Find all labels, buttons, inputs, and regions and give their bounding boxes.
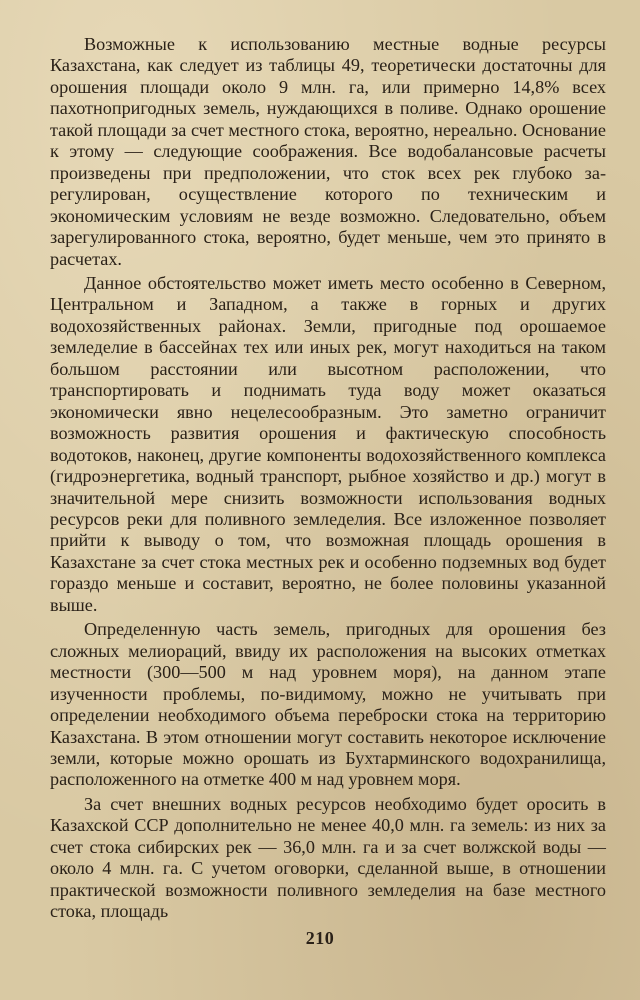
- paragraph-4: За счет внешних водных ресурсов необходимо будет оросить в Казахской ССР дополнительно не менее 40,0 млн. га земель: из них за счет стока сибирских рек — 36,0 млн. га и за счет волжской воды — около 4 млн. га. С учетом оговорки, сделанной выше, в отношении практической возможности поливного земледелия на базе местного стока, площадь: [50, 793, 606, 922]
- body-text: [50, 34, 606, 923]
- paragraph-3: Определенную часть земель, пригодных для орошения без сложных мелиораций, ввиду их расположения на высоких отметках местности (300—500 м над уровнем моря), на данном этапе изученности проблемы, по-видимому, можно не учитывать при определении необходимого объема переброски стока на территорию Казахстана. В этом отношении могут составить некоторое исключение земли, которые можно орошать из Бухтарминского водохранилища, расположенного на отметке 400 м над уровнем моря.: [50, 619, 606, 790]
- paragraph-2: Данное обстоятельство может иметь место особенно в Северном, Центральном и Западном, а также в горных и других водохозяйственных районах. Земли, пригодные под орошаемое земледелие в бассейнах тех или иных рек, могут находиться на таком большом расстоянии или высотном расположении, что транспортировать и поднимать туда воду может оказаться экономически явно нецелесообразным. Это заметно ограничит возможность развития орошения и фактическую способность водотоков, наконец, другие компоненты водохозяйственного комплекса (гидроэнергетика, водный транспорт, рыбное хозяйство и др.) могут в значительной мере снизить возможности использования водных ресурсов реки для поливного земледелия. Все изложенное позволяет прийти к выводу о том, что возможная площадь орошения в Казахстане за счет стока местных рек и особенно подземных вод будет гораздо меньше и составит, вероятно, не более половины указанной выше.: [50, 272, 606, 615]
- page-number: 210: [305, 928, 335, 948]
- paragraph-1: Возможные к использованию местные водные ресурсы Казахстана, как следует из таблицы 49, теоретически достаточны для орошения площади около 9 млн. га, или примерно 14,8% всех пахотнопригодных земель, нуждающихся в поливе. Однако орошение такой площади за счет местного стока, вероятно, нереально. Основание к этому — следующие соображения. Все водобалансовые расчеты произведены при предположении, что сток всех рек глубоко зарегулирован, осуществление которого по техническим и экономическим условиям не везде возможно. Следовательно, объем зарегулированного стока, вероятно, будет меньше, чем это принято в расчетах.: [50, 34, 606, 269]
